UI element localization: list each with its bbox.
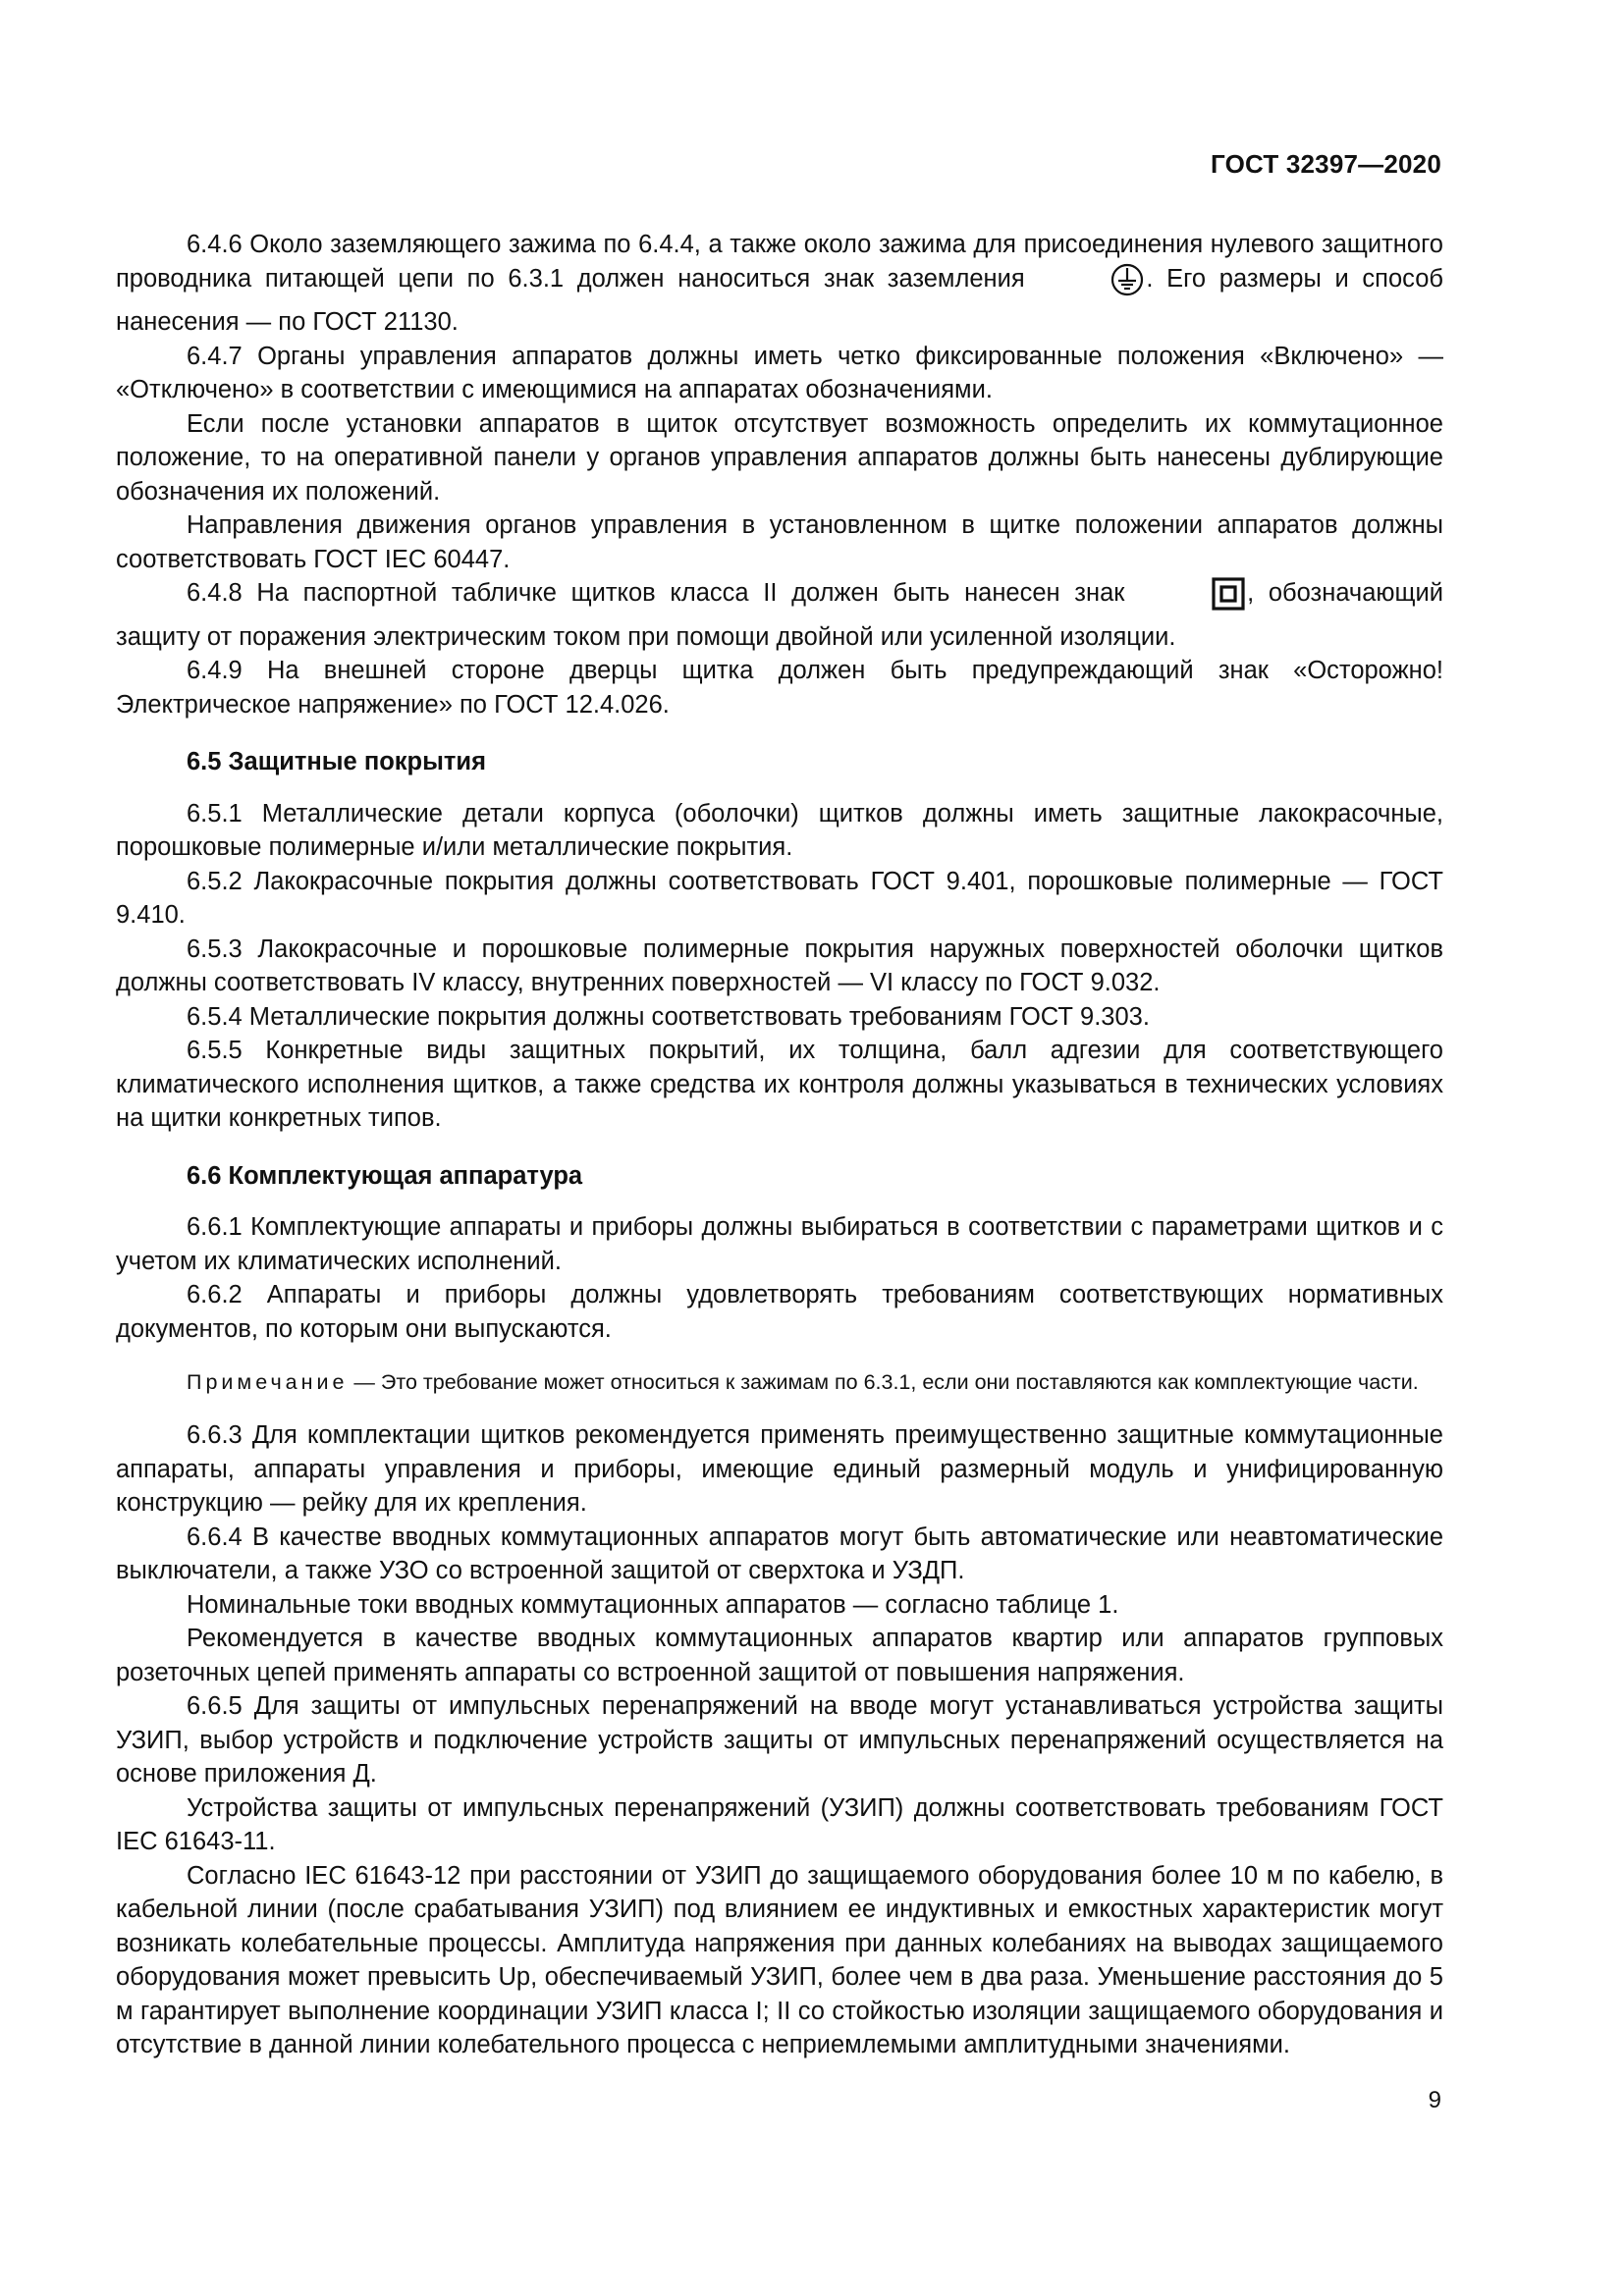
paragraph-6-4-7: 6.4.7 Органы управления аппаратов должны иметь четко фиксированные положения «Включено» — «Отключено» в соответствии с имеющимися на аппаратах обозначениями. xyxy=(116,342,1443,403)
document-body xyxy=(116,228,1443,2062)
paragraph-6-4-6 xyxy=(116,228,1443,340)
class-ii-double-square-icon xyxy=(1141,577,1245,620)
paragraph-6-4-8 xyxy=(116,576,1443,654)
paragraph-6-4-8-text-end: , обозначающий защиту от поражения электрическим током при помощи двойной или усиленной изоляции. xyxy=(116,579,1443,651)
note-text: — Это требование может относиться к зажимам по 6.3.1, если они поставляются как комплектующие части. xyxy=(348,1370,1419,1394)
paragraph-6-6-5-spd-standard: Устройства защиты от импульсных перенапряжений (УЗИП) должны соответствовать требованиям ГОСТ IEC 61643-11. xyxy=(116,1793,1443,1855)
paragraph-6-6-5-distance: Согласно IEC 61643-12 при расстоянии от УЗИП до защищаемого оборудования более 10 м по кабелю, в кабельной линии (после срабатывания УЗИП) под влиянием ее индуктивных и емкостных характеристик могут возникать колебательные процессы. Амплитуда напряжения при данных колебаниях на выводах защищаемого оборудования может превысить Up, обеспечиваемый УЗИП, более чем в два раза. Уменьшение расстояния до 5 м гарантирует выполнение координации УЗИП класса I; II со стойкостью изоляции защищаемого оборудования и отсутствие в данной линии колебательного процесса с неприемлемыми амплитудными значениями. xyxy=(116,1861,1443,2058)
section-heading-6-5: 6.5 Защитные покрытия xyxy=(187,748,486,775)
paragraph-6-5-1: 6.5.1 Металлические детали корпуса (оболочки) щитков должны иметь защитные лакокрасочные, порошковые полимерные и/или металлические покрытия. xyxy=(116,799,1443,861)
paragraph-6-5-5: 6.5.5 Конкретные виды защитных покрытий, их толщина, балл адгезии для соответствующего климатического исполнения щитков, а также средства их контроля должны указываться в технических условиях на щитки конкретных типов. xyxy=(116,1037,1443,1132)
page-number: 9 xyxy=(1428,2087,1441,2113)
paragraph-6-5-3: 6.5.3 Лакокрасочные и порошковые полимерные покрытия наружных поверхностей оболочки щитков должны соответствовать IV классу, внутренних поверхностей — VI классу по ГОСТ 9.032. xyxy=(116,934,1443,996)
standard-designation: ГОСТ 32397—2020 xyxy=(1211,149,1441,179)
paragraph-6-6-4-rated-current: Номинальные токи вводных коммутационных аппаратов — согласно таблице 1. xyxy=(187,1590,1119,1619)
paragraph-6-6-5: 6.6.5 Для защиты от импульсных перенапряжений на вводе могут устанавливаться устройства защиты УЗИП, выбор устройств и подключение устройств защиты от импульсных перенапряжений осуществляется на основе приложения Д. xyxy=(116,1692,1443,1788)
paragraph-6-6-4: 6.6.4 В качестве вводных коммутационных аппаратов могут быть автоматические или неавтоматические выключатели, а также УЗО со встроенной защитой от сверхтока и УЗДП. xyxy=(116,1522,1443,1584)
earth-ground-icon xyxy=(1040,263,1144,306)
paragraph-6-6-1: 6.6.1 Комплектующие аппараты и приборы должны выбираться в соответствии с параметрами щитков и с учетом их климатических исполнений. xyxy=(116,1213,1443,1275)
paragraph-6-6-3: 6.6.3 Для комплектации щитков рекомендуется применять преимущественно защитные коммутационные аппараты, аппараты управления и приборы, имеющие единый размерный модуль и унифицированную конструкцию — рейку для их крепления. xyxy=(116,1421,1443,1517)
paragraph-6-6-2: 6.6.2 Аппараты и приборы должны удовлетворять требованиям соответствующих нормативных документов, по которым они выпускаются. xyxy=(116,1281,1443,1343)
paragraph-6-5-4: 6.5.4 Металлические покрытия должны соответствовать требованиям ГОСТ 9.303. xyxy=(187,1002,1150,1031)
paragraph-6-4-9: 6.4.9 На внешней стороне дверцы щитка должен быть предупреждающий знак «Осторожно! Электрическое напряжение» по ГОСТ 12.4.026. xyxy=(116,657,1443,719)
paragraph-6-4-7-switch-position: Если после установки аппаратов в щиток отсутствует возможность определить их коммутационное положение, то на оперативной панели у органов управления аппаратов должны быть нанесены дублирующие обозначения их положений. xyxy=(116,409,1443,506)
paragraph-6-4-7-direction: Направления движения органов управления в установленном в щитке положении аппаратов должны соответствовать ГОСТ IEC 60447. xyxy=(116,511,1443,573)
paragraph-6-5-2: 6.5.2 Лакокрасочные покрытия должны соответствовать ГОСТ 9.401, порошковые полимерные — ГОСТ 9.410. xyxy=(116,867,1443,929)
note-label: Примечание xyxy=(187,1370,349,1394)
section-heading-6-6: 6.6 Комплектующая аппаратура xyxy=(187,1161,583,1190)
paragraph-6-4-6-text-start: 6.4.6 Около заземляющего зажима по 6.4.4, а также около зажима для присоединения нулевого защитного проводника питающей цепи по 6.3.1 должен наноситься знак заземления xyxy=(116,231,1443,293)
paragraph-6-4-6-text-end: . Его размеры и способ нанесения — по ГОСТ 21130. xyxy=(116,264,1443,336)
paragraph-6-4-8-text-start: 6.4.8 На паспортной табличке щитков класса II должен быть нанесен знак xyxy=(187,579,1125,607)
note xyxy=(116,1367,1443,1397)
paragraph-6-6-4-recommendation: Рекомендуется в качестве вводных коммутационных аппаратов квартир или аппаратов групповых розеточных цепей применять аппараты со встроенной защитой от повышения напряжения. xyxy=(116,1625,1443,1686)
